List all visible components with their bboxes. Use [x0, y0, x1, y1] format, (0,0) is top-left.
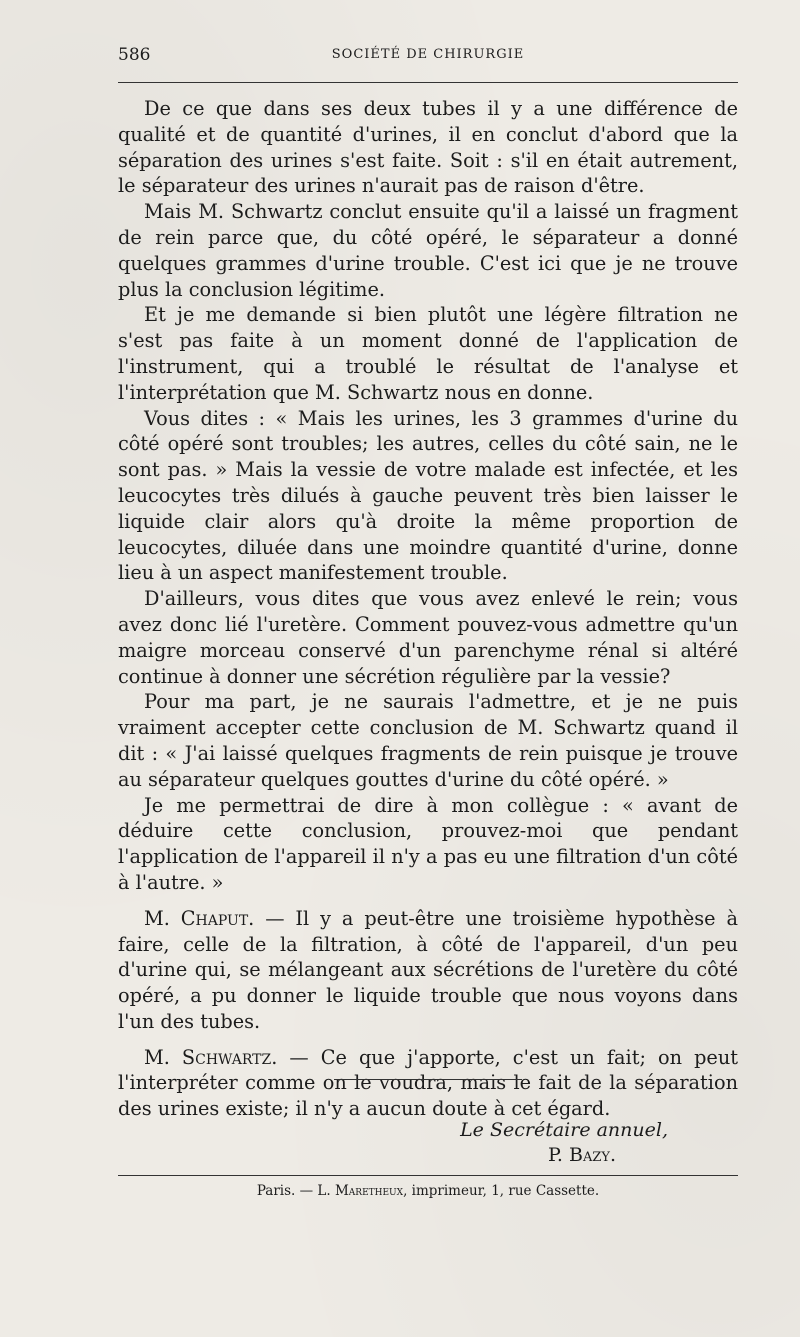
schwartz-text: — Ce que j'apporte, c'est un fait; on peut l'interpréter comme on le voudra, mais le fait de la séparation des urines existe; il n'y a aucun doute à cet égard.: [118, 1045, 738, 1121]
running-head: [118, 45, 738, 67]
header-rule: [118, 82, 738, 83]
running-title: SOCIÉTÉ DE CHIRURGIE: [331, 47, 525, 62]
paragraph-2: Mais M. Schwartz conclut ensuite qu'il a laissé un fragment de rein parce que, du côté opéré, le séparateur a donné quelques grammes d'urine trouble. C'est ici que je ne trouve plus la conclusion légitime.: [118, 200, 738, 301]
page-number: 586: [118, 45, 151, 65]
end-rule: [334, 1079, 522, 1080]
paragraph-5: D'ailleurs, vous dites que vous avez enlevé le rein; vous avez donc lié l'uretère. Comment pouvez-vous admettre qu'un maigre morceau conservé d'un parenchyme rénal si altéré continue à donner une sécrétion régulière par la vessie?: [118, 587, 738, 688]
paragraph-1: De ce que dans ses deux tubes il y a une différence de qualité et de quantité d'urines, il en conclut d'abord que la séparation des urines s'est faite. Soit : s'il en était autrement, le séparateur des urines n'aurait pas de raison d'être.: [118, 97, 738, 198]
schwartz-remark: [118, 1045, 738, 1122]
imprint-suffix: , imprimeur, 1, rue Cassette.: [403, 1183, 600, 1199]
paragraph-3: Et je me demande si bien plutôt une légère filtration ne s'est pas faite à un moment donné de l'application de l'instrument, qui a troublé le résultat de l'analyse et l'interprétation que M. Schwartz nous en donne.: [118, 303, 738, 404]
printer-name: Maretheux: [334, 1183, 404, 1199]
chaput-text: — Il y a peut-être une troisième hypothèse à faire, celle de la filtration, à côté de l'appareil, d'un peu d'urine qui, se mélangeant aux sécrétions de l'uretère du côté opéré, a pu donner le liquide trouble que nous voyons dans l'un des tubes.: [118, 906, 738, 1033]
printer-imprint: [118, 1183, 738, 1199]
speaker-schwartz: M. Schwartz.: [144, 1045, 278, 1069]
chaput-remark: [118, 906, 738, 1035]
imprint-prefix: Paris. — L.: [256, 1183, 335, 1199]
paragraph-7: Je me permettrai de dire à mon collègue : « avant de déduire cette conclusion, prouvez-moi que pendant l'application de l'appareil il n'y a pas eu une filtration d'un côté à l'autre. »: [118, 793, 738, 894]
paragraph-4: Vous dites : « Mais les urines, les 3 grammes d'urine du côté opéré sont troubles; les autres, celles du côté sain, ne le sont pas. » Mais la vessie de votre malade est infectée, et les leucocytes très dilués à gauche peuvent très bien laisser le liquide clair alors qu'à droite la même proportion de leucocytes, diluée dans une moindre quantité d'urine, donne lieu à un aspect manifestement trouble.: [118, 406, 738, 585]
signature-title: Le Secrétaire annuel,: [460, 1119, 668, 1141]
signature-name: P. Bazy.: [548, 1144, 617, 1166]
body-text: [118, 96, 738, 1122]
speaker-chaput: M. Chaput.: [144, 906, 255, 930]
paragraph-6: Pour ma part, je ne saurais l'admettre, et je ne puis vraiment accepter cette conclusion de M. Schwartz quand il dit : « J'ai laissé quelques fragments de rein puisque je trouve au séparateur quelques gouttes d'urine du côté opéré. »: [118, 690, 738, 791]
footer-rule: [118, 1175, 738, 1176]
signature-block: [400, 1118, 670, 1168]
